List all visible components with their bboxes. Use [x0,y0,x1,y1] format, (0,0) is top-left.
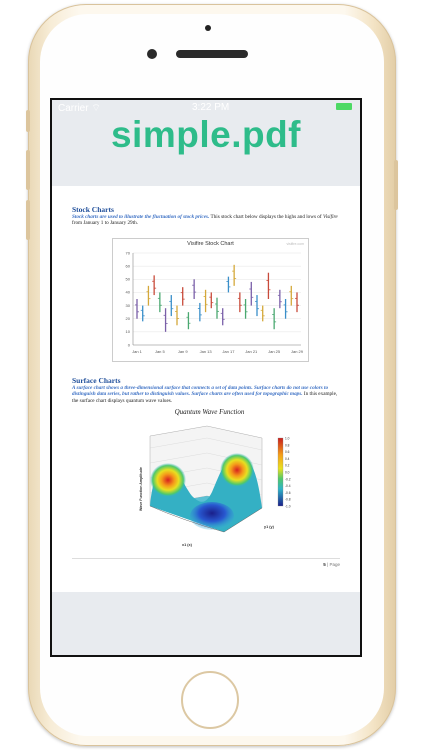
stock-x-tick-label: Jan 21 [245,349,258,354]
surface-legend-label: 0.8 [285,443,290,448]
carrier-label: Carrier ⌔ [58,103,101,114]
front-camera [147,49,157,59]
stock-end-text: from January 1 to January 29th. [72,220,138,227]
status-time: 3:22 PM [192,102,230,113]
phone-screen [50,98,362,657]
surface-peak-left [150,463,186,497]
stock-body-text: This stock chart below displays the highs and lows of [209,214,323,220]
stock-chart [112,238,309,362]
surface-legend-label: -0.4 [285,484,291,489]
stock-x-tick-label: Jan 9 [177,349,188,354]
stock-x-tick-label: Jan 5 [154,349,165,354]
stock-x-tick-label: Jan 25 [268,349,281,354]
surface-emph-text: A surface chart shows a three-dimensional surface that connects a set of data points. Surface charts do not use colors to distinguish data series, but rather to distinguish values. Surface charts are often used for topographic maps. [72,385,329,398]
power-button [394,160,398,210]
page-number-label: | Page [327,562,340,567]
home-button[interactable] [181,671,239,729]
stock-y-tick-label: 50 [125,276,130,282]
surface-z-label: Wave Function Amplitude [139,467,143,511]
proximity-sensor [205,25,211,31]
surface-legend-label: -0.8 [285,497,291,502]
stock-x-tick-label: Jan 29 [290,349,304,354]
stock-y-tick-label: 40 [125,289,130,295]
status-bar [52,100,360,114]
stock-charts-paragraph [72,214,340,227]
surface-peak-right [220,453,254,487]
stock-chart-brand: visifire.com [286,242,304,246]
stock-y-tick-label: 10 [125,329,130,335]
surface-y-label: y1 (y) [264,525,274,529]
pdf-page[interactable] [52,186,360,592]
surface-body-text: In this example, the surface chart displays quantum wave values. [72,391,338,404]
stock-y-tick-label: 30 [125,302,130,308]
page-footer [72,558,340,567]
stock-x-tick-label: Jan 1 [132,349,142,354]
surface-valley [190,502,234,530]
page-number-value: 5 [323,562,326,567]
stock-chart-title: Visifire Stock Chart [187,241,234,247]
mute-switch [26,110,30,132]
volume-up-button [26,150,30,190]
volume-down-button [26,200,30,240]
surface-chart [112,408,307,553]
surface-legend-label: -1.0 [285,504,291,509]
surface-chart-plot [112,408,307,553]
surface-legend-label: 0.2 [285,463,290,468]
stock-y-tick-label: 60 [125,263,130,269]
stock-emph-text: Stock charts are used to illustrate the fluctuation of stock prices. [72,214,210,220]
stock-y-tick-label: 70 [125,250,130,256]
surface-charts-paragraph [72,385,340,404]
surface-legend-bar [278,438,283,506]
surface-chart-title: Quantum Wave Function [174,408,245,416]
earpiece-speaker [176,50,248,58]
stock-y-tick-label: 0 [127,342,130,348]
stock-charts-heading: Stock Charts [72,205,114,214]
document-title: simple.pdf [110,114,302,155]
stock-y-tick-label: 20 [125,316,130,322]
battery-icon [336,103,352,110]
stock-x-tick-label: Jan 13 [199,349,212,354]
surface-legend-label: 1.0 [285,436,290,441]
page-number [323,562,340,567]
surface-legend-label: -0.2 [285,477,291,482]
surface-x-label: x1 (x) [182,543,192,547]
stock-x-tick-label: Jan 17 [222,349,235,354]
surface-legend-label: 0.6 [285,450,290,455]
surface-legend-label: -0.6 [285,490,291,495]
surface-charts-heading: Surface Charts [72,376,121,385]
surface-legend-label: 0.0 [285,470,290,475]
stock-chart-plot [113,239,308,361]
surface-legend [285,437,291,509]
surface-legend-label: 0.4 [285,456,290,461]
stock-italic-text: Visifire [322,214,338,220]
